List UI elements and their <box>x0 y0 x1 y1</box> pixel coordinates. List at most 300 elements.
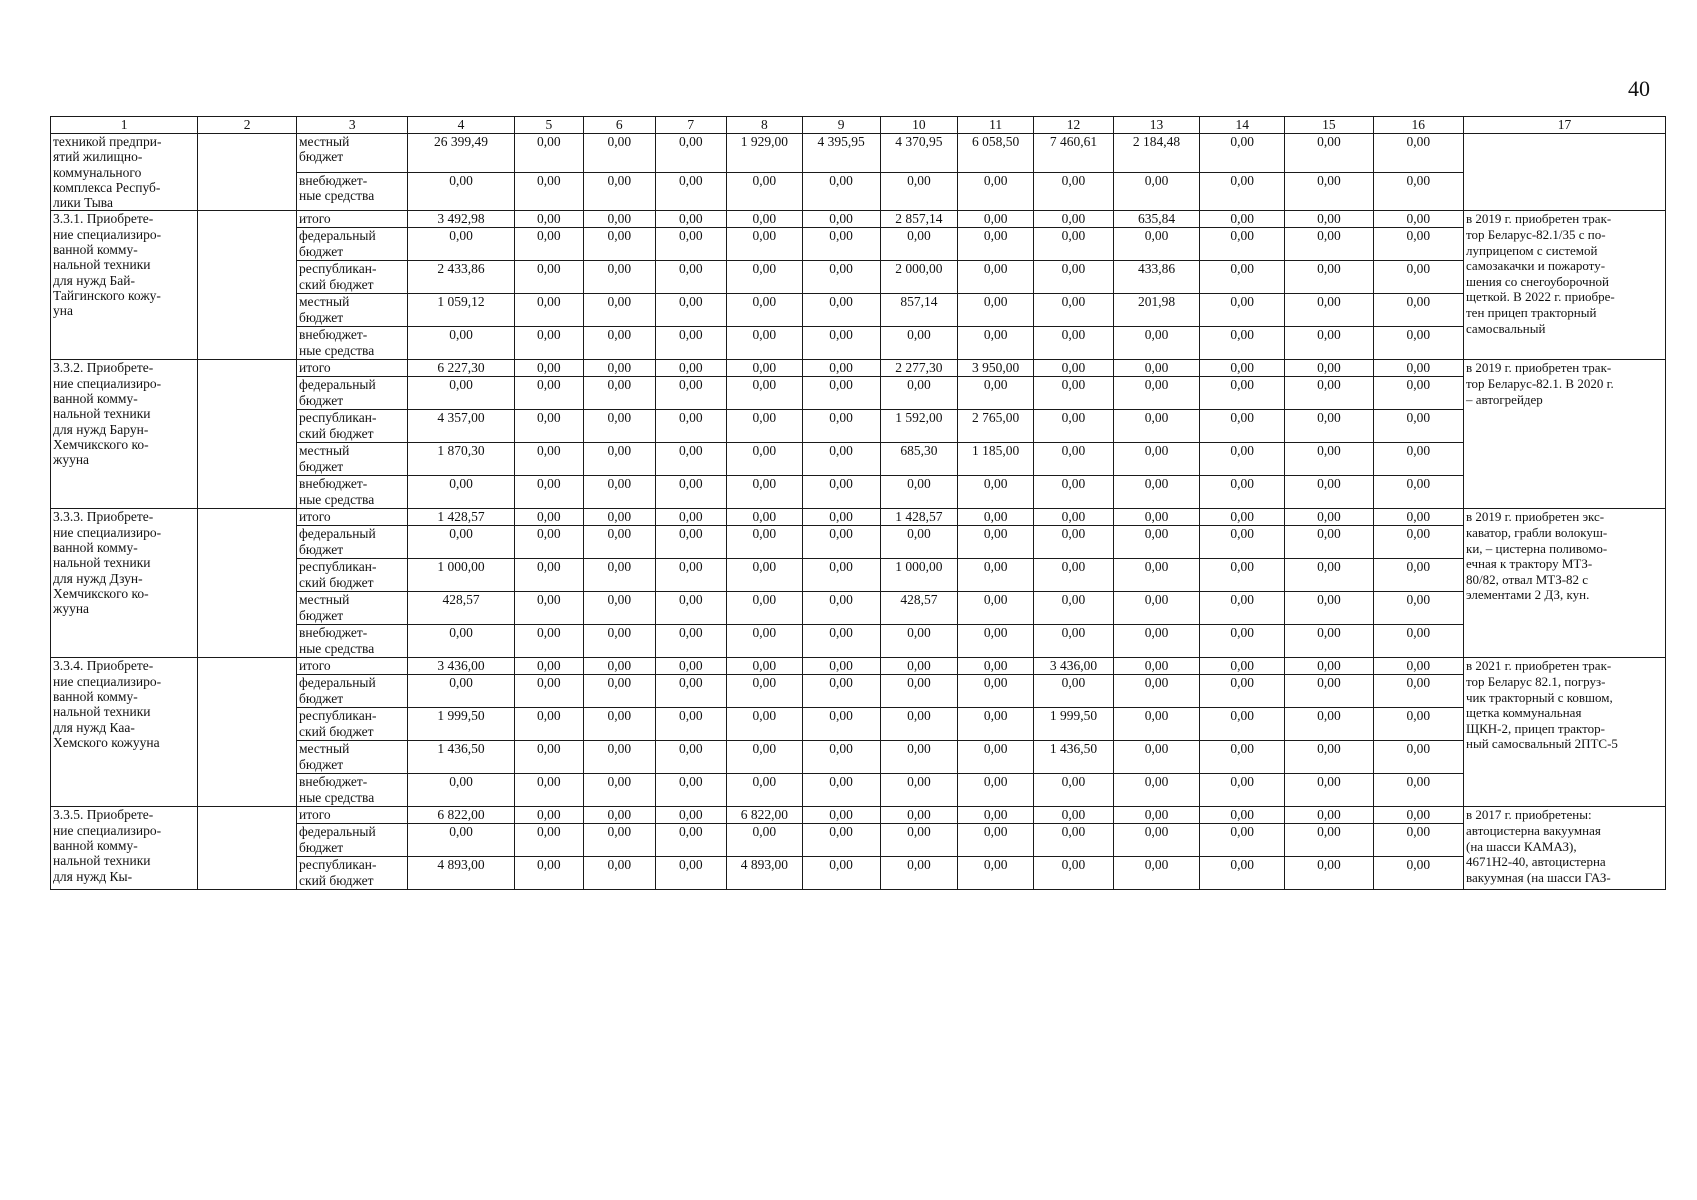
value-cell: 0,00 <box>1200 625 1285 658</box>
value-cell: 0,00 <box>1113 228 1199 261</box>
column-number-7: 7 <box>655 117 726 134</box>
value-cell: 0,00 <box>584 741 655 774</box>
value-cell: 0,00 <box>1285 228 1373 261</box>
funding-source: внебюджет- ные средства <box>297 327 408 360</box>
value-cell: 0,00 <box>514 327 583 360</box>
value-cell: 2 277,30 <box>880 360 958 377</box>
value-cell: 0,00 <box>958 228 1034 261</box>
value-cell: 4 893,00 <box>727 857 803 890</box>
value-cell: 0,00 <box>958 741 1034 774</box>
value-cell: 0,00 <box>1034 228 1114 261</box>
value-cell: 2 184,48 <box>1113 134 1199 173</box>
value-cell: 2 765,00 <box>958 410 1034 443</box>
value-cell: 0,00 <box>408 824 514 857</box>
table-row <box>51 658 1666 675</box>
value-cell: 0,00 <box>727 741 803 774</box>
value-cell: 0,00 <box>1285 327 1373 360</box>
value-cell: 201,98 <box>1113 294 1199 327</box>
value-cell: 0,00 <box>1200 509 1285 526</box>
value-cell: 0,00 <box>655 857 726 890</box>
value-cell: 0,00 <box>584 592 655 625</box>
value-cell: 0,00 <box>880 857 958 890</box>
value-cell: 0,00 <box>514 294 583 327</box>
value-cell: 0,00 <box>802 327 880 360</box>
value-cell: 4 357,00 <box>408 410 514 443</box>
value-cell: 0,00 <box>727 592 803 625</box>
funding-source: местный бюджет <box>297 294 408 327</box>
value-cell: 0,00 <box>1285 294 1373 327</box>
value-cell: 0,00 <box>880 675 958 708</box>
value-cell: 0,00 <box>1113 443 1199 476</box>
value-cell: 0,00 <box>880 172 958 211</box>
value-cell: 0,00 <box>655 377 726 410</box>
funding-source: федеральный бюджет <box>297 675 408 708</box>
value-cell: 0,00 <box>1034 410 1114 443</box>
value-cell: 0,00 <box>727 509 803 526</box>
value-cell: 3 492,98 <box>408 211 514 228</box>
value-cell: 4 370,95 <box>880 134 958 173</box>
value-cell: 0,00 <box>408 526 514 559</box>
value-cell: 0,00 <box>958 807 1034 824</box>
value-cell: 0,00 <box>958 327 1034 360</box>
column-number-9: 9 <box>802 117 880 134</box>
value-cell: 0,00 <box>1285 172 1373 211</box>
value-cell: 0,00 <box>1373 261 1463 294</box>
value-cell: 0,00 <box>880 476 958 509</box>
value-cell: 0,00 <box>1200 807 1285 824</box>
value-cell: 0,00 <box>584 134 655 173</box>
value-cell: 0,00 <box>1113 172 1199 211</box>
value-cell: 0,00 <box>1373 443 1463 476</box>
value-cell: 0,00 <box>655 134 726 173</box>
value-cell: 2 857,14 <box>880 211 958 228</box>
value-cell: 0,00 <box>514 559 583 592</box>
value-cell: 0,00 <box>958 294 1034 327</box>
value-cell: 1 185,00 <box>958 443 1034 476</box>
value-cell: 0,00 <box>1373 327 1463 360</box>
funding-source: итого <box>297 509 408 526</box>
value-cell: 0,00 <box>408 774 514 807</box>
value-cell: 0,00 <box>655 741 726 774</box>
value-cell: 0,00 <box>1285 211 1373 228</box>
column-number-6: 6 <box>584 117 655 134</box>
value-cell: 0,00 <box>802 211 880 228</box>
value-cell: 857,14 <box>880 294 958 327</box>
value-cell: 0,00 <box>584 261 655 294</box>
value-cell: 0,00 <box>1373 807 1463 824</box>
value-cell: 0,00 <box>1200 476 1285 509</box>
value-cell: 0,00 <box>727 443 803 476</box>
value-cell: 0,00 <box>584 443 655 476</box>
value-cell: 0,00 <box>1113 807 1199 824</box>
value-cell: 0,00 <box>655 824 726 857</box>
value-cell: 0,00 <box>1200 134 1285 173</box>
note-cell <box>1464 134 1666 211</box>
value-cell: 0,00 <box>1113 526 1199 559</box>
value-cell: 0,00 <box>514 526 583 559</box>
value-cell: 0,00 <box>655 172 726 211</box>
note-cell: в 2019 г. приобретен трак- тор Беларус-82.1. В 2020 г. – автогрейдер <box>1464 360 1666 509</box>
value-cell: 0,00 <box>802 294 880 327</box>
note-cell: в 2017 г. приобретены: автоцистерна вакуумная (на шасси КАМАЗ), 4671Н2-40, автоцистерна вакуумная (на шасси ГАЗ- <box>1464 807 1666 890</box>
value-cell: 0,00 <box>802 476 880 509</box>
value-cell: 0,00 <box>1034 857 1114 890</box>
value-cell: 0,00 <box>1200 658 1285 675</box>
value-cell: 0,00 <box>1034 807 1114 824</box>
column-2-cell <box>198 360 297 509</box>
value-cell: 6 822,00 <box>408 807 514 824</box>
value-cell: 0,00 <box>584 377 655 410</box>
value-cell: 4 395,95 <box>802 134 880 173</box>
funding-source: федеральный бюджет <box>297 377 408 410</box>
value-cell: 0,00 <box>958 261 1034 294</box>
value-cell: 0,00 <box>802 675 880 708</box>
value-cell: 0,00 <box>655 708 726 741</box>
value-cell: 0,00 <box>1373 211 1463 228</box>
value-cell: 0,00 <box>802 708 880 741</box>
value-cell: 0,00 <box>514 134 583 173</box>
value-cell: 6 822,00 <box>727 807 803 824</box>
value-cell: 0,00 <box>514 741 583 774</box>
value-cell: 26 399,49 <box>408 134 514 173</box>
value-cell: 0,00 <box>1034 476 1114 509</box>
funding-source: республикан- ский бюджет <box>297 857 408 890</box>
funding-source: местный бюджет <box>297 592 408 625</box>
value-cell: 0,00 <box>1113 327 1199 360</box>
table-row <box>51 211 1666 228</box>
value-cell: 0,00 <box>1285 360 1373 377</box>
value-cell: 0,00 <box>584 824 655 857</box>
value-cell: 0,00 <box>655 675 726 708</box>
column-number-1: 1 <box>51 117 198 134</box>
value-cell: 0,00 <box>514 807 583 824</box>
value-cell: 0,00 <box>1373 134 1463 173</box>
value-cell: 0,00 <box>727 675 803 708</box>
value-cell: 0,00 <box>1200 526 1285 559</box>
value-cell: 0,00 <box>958 509 1034 526</box>
value-cell: 0,00 <box>1034 261 1114 294</box>
value-cell: 0,00 <box>655 559 726 592</box>
value-cell: 0,00 <box>584 360 655 377</box>
value-cell: 1 592,00 <box>880 410 958 443</box>
value-cell: 433,86 <box>1113 261 1199 294</box>
column-number-12: 12 <box>1034 117 1114 134</box>
funding-source: федеральный бюджет <box>297 824 408 857</box>
value-cell: 0,00 <box>727 476 803 509</box>
value-cell: 0,00 <box>655 410 726 443</box>
value-cell: 6 058,50 <box>958 134 1034 173</box>
value-cell: 0,00 <box>802 443 880 476</box>
value-cell: 3 950,00 <box>958 360 1034 377</box>
value-cell: 0,00 <box>802 509 880 526</box>
value-cell: 0,00 <box>1113 658 1199 675</box>
value-cell: 0,00 <box>1200 294 1285 327</box>
value-cell: 0,00 <box>514 410 583 443</box>
value-cell: 0,00 <box>1200 708 1285 741</box>
value-cell: 0,00 <box>1373 294 1463 327</box>
column-number-11: 11 <box>958 117 1034 134</box>
value-cell: 0,00 <box>880 658 958 675</box>
value-cell: 0,00 <box>727 327 803 360</box>
column-number-16: 16 <box>1373 117 1463 134</box>
value-cell: 7 460,61 <box>1034 134 1114 173</box>
value-cell: 0,00 <box>655 294 726 327</box>
value-cell: 0,00 <box>1285 741 1373 774</box>
value-cell: 0,00 <box>1373 774 1463 807</box>
value-cell: 0,00 <box>958 625 1034 658</box>
value-cell: 0,00 <box>1285 807 1373 824</box>
value-cell: 0,00 <box>1373 675 1463 708</box>
column-2-cell <box>198 509 297 658</box>
value-cell: 0,00 <box>1285 625 1373 658</box>
value-cell: 0,00 <box>1200 774 1285 807</box>
value-cell: 0,00 <box>655 476 726 509</box>
value-cell: 0,00 <box>655 211 726 228</box>
value-cell: 0,00 <box>584 857 655 890</box>
value-cell: 0,00 <box>1113 360 1199 377</box>
value-cell: 0,00 <box>1200 327 1285 360</box>
value-cell: 0,00 <box>1373 824 1463 857</box>
column-number-3: 3 <box>297 117 408 134</box>
value-cell: 0,00 <box>1373 377 1463 410</box>
value-cell: 0,00 <box>802 774 880 807</box>
funding-source: итого <box>297 807 408 824</box>
funding-source: внебюджет- ные средства <box>297 172 408 211</box>
value-cell: 0,00 <box>1200 824 1285 857</box>
value-cell: 0,00 <box>1373 708 1463 741</box>
value-cell: 0,00 <box>1285 509 1373 526</box>
value-cell: 0,00 <box>802 592 880 625</box>
value-cell: 0,00 <box>880 807 958 824</box>
value-cell: 4 893,00 <box>408 857 514 890</box>
value-cell: 3 436,00 <box>1034 658 1114 675</box>
value-cell: 0,00 <box>1034 327 1114 360</box>
value-cell: 635,84 <box>1113 211 1199 228</box>
value-cell: 0,00 <box>584 708 655 741</box>
value-cell: 0,00 <box>1285 675 1373 708</box>
value-cell: 0,00 <box>802 625 880 658</box>
value-cell: 0,00 <box>1373 625 1463 658</box>
value-cell: 0,00 <box>1200 377 1285 410</box>
value-cell: 0,00 <box>1285 592 1373 625</box>
value-cell: 0,00 <box>1034 443 1114 476</box>
value-cell: 0,00 <box>802 658 880 675</box>
value-cell: 0,00 <box>727 228 803 261</box>
value-cell: 0,00 <box>1034 509 1114 526</box>
value-cell: 0,00 <box>1113 559 1199 592</box>
value-cell: 0,00 <box>1373 741 1463 774</box>
value-cell: 0,00 <box>958 824 1034 857</box>
value-cell: 0,00 <box>727 559 803 592</box>
note-cell: в 2019 г. приобретен трак- тор Беларус-82.1/35 с по- луприцепом с системой самозакачки и пожароту- шения со снегоуборочной щеткой. В 2022 г. приобре- тен прицеп тракторный самосвальный <box>1464 211 1666 360</box>
value-cell: 0,00 <box>584 476 655 509</box>
value-cell: 0,00 <box>1034 172 1114 211</box>
value-cell: 0,00 <box>727 708 803 741</box>
column-number-17: 17 <box>1464 117 1666 134</box>
value-cell: 1 000,00 <box>880 559 958 592</box>
value-cell: 0,00 <box>1373 509 1463 526</box>
value-cell: 0,00 <box>880 625 958 658</box>
value-cell: 0,00 <box>1285 134 1373 173</box>
value-cell: 0,00 <box>1285 261 1373 294</box>
value-cell: 0,00 <box>1113 708 1199 741</box>
value-cell: 0,00 <box>802 172 880 211</box>
value-cell: 0,00 <box>1113 509 1199 526</box>
value-cell: 0,00 <box>655 360 726 377</box>
value-cell: 0,00 <box>1200 211 1285 228</box>
column-number-header <box>51 117 1666 134</box>
value-cell: 0,00 <box>1200 228 1285 261</box>
value-cell: 0,00 <box>1113 625 1199 658</box>
funding-source: республикан- ский бюджет <box>297 410 408 443</box>
measure-name: 3.3.1. Приобрете- ние специализиро- ванной комму- нальной техники для нужд Бай- Тайгинского кожу- уна <box>51 211 198 360</box>
value-cell: 0,00 <box>584 526 655 559</box>
value-cell: 0,00 <box>727 774 803 807</box>
funding-source: федеральный бюджет <box>297 526 408 559</box>
value-cell: 0,00 <box>958 172 1034 211</box>
value-cell: 0,00 <box>1285 476 1373 509</box>
value-cell: 0,00 <box>655 509 726 526</box>
value-cell: 3 436,00 <box>408 658 514 675</box>
value-cell: 0,00 <box>584 228 655 261</box>
page-number: 40 <box>1628 76 1650 101</box>
value-cell: 0,00 <box>1373 592 1463 625</box>
value-cell: 0,00 <box>880 824 958 857</box>
value-cell: 0,00 <box>958 476 1034 509</box>
funding-source: федеральный бюджет <box>297 228 408 261</box>
value-cell: 0,00 <box>727 261 803 294</box>
value-cell: 0,00 <box>958 526 1034 559</box>
value-cell: 0,00 <box>1285 708 1373 741</box>
value-cell: 0,00 <box>727 824 803 857</box>
value-cell: 0,00 <box>1034 294 1114 327</box>
value-cell: 0,00 <box>514 443 583 476</box>
value-cell: 1 999,50 <box>1034 708 1114 741</box>
value-cell: 0,00 <box>655 443 726 476</box>
value-cell: 0,00 <box>514 774 583 807</box>
value-cell: 1 428,57 <box>880 509 958 526</box>
value-cell: 0,00 <box>802 807 880 824</box>
value-cell: 0,00 <box>1373 526 1463 559</box>
value-cell: 0,00 <box>1113 377 1199 410</box>
table-row <box>51 509 1666 526</box>
value-cell: 0,00 <box>514 476 583 509</box>
value-cell: 0,00 <box>958 658 1034 675</box>
column-number-5: 5 <box>514 117 583 134</box>
value-cell: 0,00 <box>880 774 958 807</box>
note-cell: в 2019 г. приобретен экс- каватор, грабли волокуш- ки, – цистерна поливомо- ечная к трактору МТЗ- 80/82, отвал МТЗ-82 с элементами 2 ДЗ, кун. <box>1464 509 1666 658</box>
value-cell: 0,00 <box>655 625 726 658</box>
value-cell: 0,00 <box>958 675 1034 708</box>
value-cell: 0,00 <box>584 675 655 708</box>
value-cell: 0,00 <box>1373 172 1463 211</box>
value-cell: 0,00 <box>584 509 655 526</box>
value-cell: 0,00 <box>727 211 803 228</box>
value-cell: 0,00 <box>880 377 958 410</box>
column-2-cell <box>198 211 297 360</box>
value-cell: 2 000,00 <box>880 261 958 294</box>
funding-source: республикан- ский бюджет <box>297 261 408 294</box>
value-cell: 1 436,50 <box>408 741 514 774</box>
value-cell: 0,00 <box>1285 443 1373 476</box>
column-number-2: 2 <box>198 117 297 134</box>
value-cell: 0,00 <box>880 228 958 261</box>
table-row <box>51 360 1666 377</box>
value-cell: 0,00 <box>1200 857 1285 890</box>
value-cell: 0,00 <box>408 377 514 410</box>
value-cell: 0,00 <box>1373 559 1463 592</box>
value-cell: 0,00 <box>880 741 958 774</box>
column-2-cell <box>198 134 297 211</box>
value-cell: 0,00 <box>584 410 655 443</box>
value-cell: 0,00 <box>958 559 1034 592</box>
value-cell: 0,00 <box>802 526 880 559</box>
value-cell: 685,30 <box>880 443 958 476</box>
value-cell: 0,00 <box>1285 526 1373 559</box>
column-number-13: 13 <box>1113 117 1199 134</box>
table-row <box>51 134 1666 173</box>
value-cell: 0,00 <box>514 675 583 708</box>
value-cell: 0,00 <box>1200 172 1285 211</box>
value-cell: 0,00 <box>1285 824 1373 857</box>
value-cell: 0,00 <box>655 526 726 559</box>
value-cell: 0,00 <box>1373 228 1463 261</box>
value-cell: 0,00 <box>408 327 514 360</box>
value-cell: 0,00 <box>655 592 726 625</box>
funding-source: итого <box>297 360 408 377</box>
value-cell: 0,00 <box>958 857 1034 890</box>
value-cell: 0,00 <box>408 675 514 708</box>
value-cell: 1 436,50 <box>1034 741 1114 774</box>
value-cell: 0,00 <box>1285 774 1373 807</box>
value-cell: 0,00 <box>1285 658 1373 675</box>
measure-name: 3.3.3. Приобрете- ние специализиро- ванной комму- нальной техники для нужд Дзун- Хемчикского ко- жууна <box>51 509 198 658</box>
value-cell: 0,00 <box>1113 476 1199 509</box>
value-cell: 0,00 <box>1113 741 1199 774</box>
value-cell: 0,00 <box>958 592 1034 625</box>
value-cell: 0,00 <box>584 559 655 592</box>
value-cell: 0,00 <box>1034 625 1114 658</box>
column-number-15: 15 <box>1285 117 1373 134</box>
value-cell: 0,00 <box>514 658 583 675</box>
funding-source: республикан- ский бюджет <box>297 708 408 741</box>
value-cell: 0,00 <box>802 228 880 261</box>
value-cell: 0,00 <box>514 261 583 294</box>
value-cell: 0,00 <box>802 824 880 857</box>
column-number-4: 4 <box>408 117 514 134</box>
value-cell: 1 000,00 <box>408 559 514 592</box>
value-cell: 0,00 <box>655 807 726 824</box>
value-cell: 0,00 <box>958 377 1034 410</box>
value-cell: 0,00 <box>408 625 514 658</box>
value-cell: 0,00 <box>1034 559 1114 592</box>
value-cell: 0,00 <box>1034 774 1114 807</box>
value-cell: 0,00 <box>1373 410 1463 443</box>
value-cell: 1 870,30 <box>408 443 514 476</box>
value-cell: 0,00 <box>514 360 583 377</box>
funding-source: местный бюджет <box>297 443 408 476</box>
value-cell: 0,00 <box>1113 774 1199 807</box>
table-row <box>51 807 1666 824</box>
value-cell: 0,00 <box>514 509 583 526</box>
value-cell: 0,00 <box>1113 675 1199 708</box>
value-cell: 0,00 <box>1034 211 1114 228</box>
value-cell: 0,00 <box>584 658 655 675</box>
value-cell: 0,00 <box>1285 559 1373 592</box>
value-cell: 0,00 <box>880 526 958 559</box>
value-cell: 0,00 <box>514 857 583 890</box>
value-cell: 1 059,12 <box>408 294 514 327</box>
